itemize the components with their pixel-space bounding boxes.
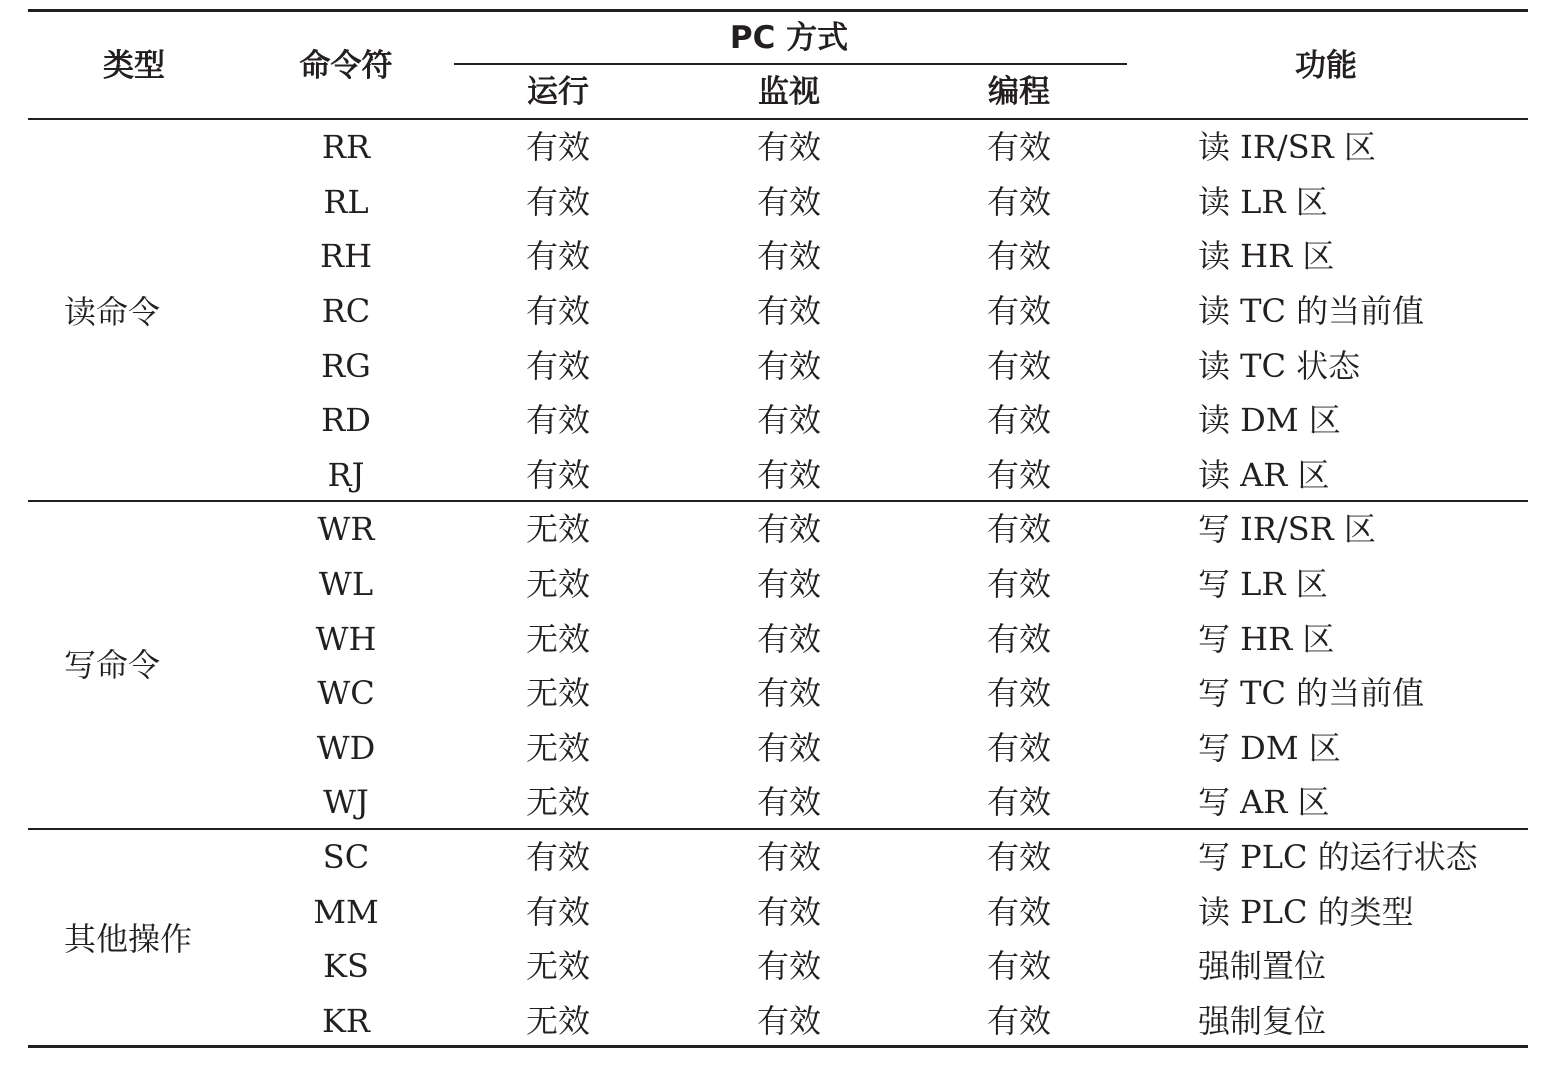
table-row: [0, 448, 1548, 503]
cell-program: 有效: [986, 838, 1052, 877]
cell-command: WJ: [323, 783, 369, 822]
cell-monitor: 有效: [756, 346, 822, 385]
cell-monitor: 有效: [756, 182, 822, 221]
cell-command: KS: [323, 947, 369, 986]
cell-monitor: 有效: [756, 619, 822, 658]
group-label-other: 其他操作: [64, 920, 193, 958]
cell-monitor: 有效: [756, 674, 822, 713]
table-row: [0, 611, 1548, 666]
cell-program: 有效: [986, 783, 1052, 822]
cell-program: 有效: [986, 728, 1052, 767]
cell-program: 有效: [986, 565, 1052, 604]
cell-function: 读 LR 区: [1198, 182, 1328, 221]
cell-run: 无效: [525, 1002, 591, 1041]
header-command: 命令符: [299, 48, 393, 84]
cell-function: 读 PLC 的类型: [1198, 892, 1414, 931]
cell-command: RC: [321, 292, 371, 331]
table-row: [0, 830, 1548, 885]
cell-program: 有效: [986, 510, 1052, 549]
cell-monitor: 有效: [756, 237, 822, 276]
table-row: [0, 666, 1548, 721]
table-row: [0, 120, 1548, 175]
cell-program: 有效: [986, 292, 1052, 331]
cell-program: 有效: [986, 401, 1052, 440]
cell-monitor: 有效: [756, 128, 822, 167]
cell-function: 强制复位: [1198, 1002, 1327, 1041]
table-row: [0, 502, 1548, 557]
cell-function: 写 AR 区: [1198, 783, 1330, 822]
cell-run: 有效: [525, 455, 591, 494]
cell-monitor: 有效: [756, 947, 822, 986]
cell-function: 读 IR/SR 区: [1198, 128, 1376, 167]
header-program: 编程: [988, 74, 1050, 110]
cell-command: RG: [321, 346, 371, 385]
cell-run: 无效: [525, 619, 591, 658]
cell-program: 有效: [986, 892, 1052, 931]
cell-command: RD: [321, 401, 371, 440]
table-row: [0, 721, 1548, 776]
cell-command: RH: [320, 237, 372, 276]
cell-monitor: 有效: [756, 510, 822, 549]
cell-function: 读 AR 区: [1198, 455, 1330, 494]
cell-monitor: 有效: [756, 1002, 822, 1041]
cell-run: 无效: [525, 728, 591, 767]
cell-monitor: 有效: [756, 892, 822, 931]
cell-monitor: 有效: [756, 783, 822, 822]
cell-monitor: 有效: [756, 455, 822, 494]
cell-run: 有效: [525, 401, 591, 440]
cell-function: 强制置位: [1198, 947, 1327, 986]
cell-program: 有效: [986, 182, 1052, 221]
cell-run: 有效: [525, 892, 591, 931]
cell-run: 有效: [525, 346, 591, 385]
group-label-write: 写命令: [64, 646, 161, 684]
cell-function: 写 HR 区: [1198, 619, 1335, 658]
cell-command: WL: [318, 565, 374, 604]
cell-run: 有效: [525, 292, 591, 331]
cell-program: 有效: [986, 346, 1052, 385]
cell-command: RL: [323, 182, 369, 221]
cell-function: 读 TC 状态: [1198, 346, 1361, 385]
table-row: [0, 175, 1548, 230]
cell-command: KR: [322, 1002, 370, 1041]
table-row: [0, 775, 1548, 830]
table-top-rule: [28, 9, 1528, 12]
table-row: [0, 557, 1548, 612]
cell-function: 写 IR/SR 区: [1198, 510, 1376, 549]
cell-function: 读 DM 区: [1198, 401, 1341, 440]
cell-command: WD: [316, 728, 376, 767]
cell-function: 读 HR 区: [1198, 237, 1335, 276]
cell-run: 无效: [525, 565, 591, 604]
cell-command: SC: [322, 838, 370, 877]
cell-run: 有效: [525, 128, 591, 167]
header-pc-mode: PC 方式: [729, 20, 849, 56]
table-row: [0, 994, 1548, 1049]
cell-command: MM: [313, 892, 379, 931]
cell-run: 无效: [525, 674, 591, 713]
group-label-read: 读命令: [64, 293, 161, 331]
table-row: [0, 284, 1548, 339]
cell-command: WC: [317, 674, 375, 713]
header-monitor: 监视: [758, 74, 820, 110]
table-row: [0, 338, 1548, 393]
cell-function: 写 DM 区: [1198, 728, 1341, 767]
cell-run: 有效: [525, 237, 591, 276]
cell-function: 写 LR 区: [1198, 565, 1328, 604]
cell-program: 有效: [986, 237, 1052, 276]
header-function: 功能: [1295, 48, 1357, 84]
cell-run: 有效: [525, 182, 591, 221]
cell-program: 有效: [986, 128, 1052, 167]
header-run: 运行: [527, 74, 589, 110]
cell-monitor: 有效: [756, 728, 822, 767]
cell-run: 无效: [525, 510, 591, 549]
cell-program: 有效: [986, 947, 1052, 986]
cell-command: WR: [317, 510, 375, 549]
cell-run: 无效: [525, 947, 591, 986]
table-row: [0, 939, 1548, 994]
pc-mode-underline: [454, 63, 1127, 65]
cell-monitor: 有效: [756, 401, 822, 440]
cell-program: 有效: [986, 455, 1052, 494]
cell-command: WH: [315, 619, 377, 658]
cell-program: 有效: [986, 1002, 1052, 1041]
cell-monitor: 有效: [756, 292, 822, 331]
cell-run: 无效: [525, 783, 591, 822]
cell-run: 有效: [525, 838, 591, 877]
table-row: [0, 885, 1548, 940]
cell-monitor: 有效: [756, 838, 822, 877]
cell-command: RJ: [327, 455, 365, 494]
cell-function: 读 TC 的当前值: [1198, 292, 1425, 331]
cell-program: 有效: [986, 619, 1052, 658]
table-row: [0, 229, 1548, 284]
cell-function: 写 PLC 的运行状态: [1198, 838, 1478, 877]
cell-function: 写 TC 的当前值: [1198, 674, 1425, 713]
cell-command: RR: [321, 128, 371, 167]
cell-program: 有效: [986, 674, 1052, 713]
cell-monitor: 有效: [756, 565, 822, 604]
table-row: [0, 393, 1548, 448]
header-type: 类型: [103, 48, 165, 84]
